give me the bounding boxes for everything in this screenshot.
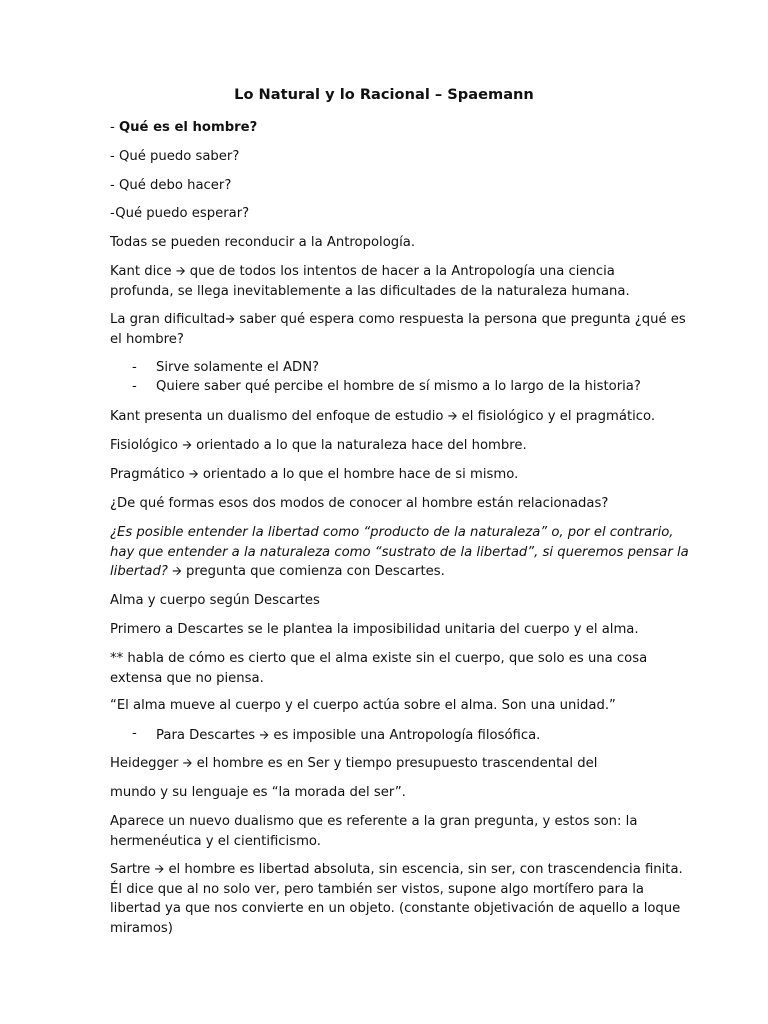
bullet-2-text: es imposible una Antropología filosófica. bbox=[269, 728, 541, 743]
sartre-line-2: Él dice que al no solo ver, pero también ser vistos, supone algo mortífero para la bbox=[110, 881, 644, 897]
arrow-right-icon: 🡪 bbox=[172, 564, 182, 578]
arrow-right-icon: 🡪 bbox=[447, 409, 458, 423]
question-1-prefix: - bbox=[110, 120, 119, 135]
bullet-item: Quiere saber qué percibe el hombre de sí mismo a lo largo de la historia? bbox=[156, 379, 641, 394]
kant-1-text: que de todos los intentos de hacer a la Antropología una ciencia bbox=[185, 264, 615, 279]
kant-2-text: el fisiológico y el pragmático. bbox=[457, 409, 656, 424]
arrow-right-icon: 🡪 bbox=[188, 467, 199, 481]
bullet-2-lead: Para Descartes bbox=[156, 728, 256, 743]
paragraph-aparece bbox=[110, 812, 666, 851]
sartre-line-3: libertad ya que nos convierte en un objeto. (constante objetivación de aquello a loque bbox=[110, 901, 681, 916]
question-3: - Qué debo hacer? bbox=[110, 178, 232, 193]
sartre-line-4: miramos) bbox=[110, 920, 173, 936]
document-title: Lo Natural y lo Racional – Spaemann bbox=[234, 86, 534, 103]
arrow-right-icon: 🡪 bbox=[175, 264, 186, 278]
aparece-line-1: Aparece un nuevo dualismo que es referente a la gran pregunta, y estos son: la bbox=[110, 814, 638, 829]
sartre-text: el hombre es libertad absoluta, sin escencia, sin ser, con trascendencia finita. bbox=[164, 862, 683, 877]
gran-text: saber qué espera como respuesta la persona que pregunta ¿qué es bbox=[235, 312, 686, 327]
habla-line-2: extensa que no piensa. bbox=[110, 670, 264, 686]
question-4: -Qué puedo esperar? bbox=[110, 206, 250, 221]
bullet-mark: - bbox=[132, 726, 137, 741]
bullet-mark: - bbox=[132, 360, 137, 375]
arrow-right-icon: 🡪 bbox=[154, 862, 165, 876]
prag-text: orientado a lo que el hombre hace de si mismo. bbox=[198, 467, 519, 482]
libertad-line-3-italic: libertad? bbox=[110, 564, 168, 579]
question-1 bbox=[110, 118, 666, 138]
paragraph-alma-descartes: Alma y cuerpo según Descartes bbox=[110, 593, 320, 608]
paragraph-mundo: mundo y su lenguaje es “la morada del ser”. bbox=[110, 785, 406, 800]
paragraph-gran-dificultad bbox=[110, 310, 686, 349]
sartre-lead: Sartre bbox=[110, 862, 151, 877]
paragraph-pragmatico bbox=[110, 465, 666, 485]
bullet-mark: - bbox=[132, 379, 137, 394]
paragraph-habla bbox=[110, 649, 666, 688]
paragraph-sartre bbox=[110, 860, 683, 938]
gran-line-2: el hombre? bbox=[110, 331, 184, 347]
arrow-right-icon: 🡪 bbox=[225, 312, 236, 326]
bullet-item bbox=[156, 726, 540, 747]
question-1-bold: Qué es el hombre? bbox=[118, 120, 258, 135]
question-2: - Qué puedo saber? bbox=[110, 149, 240, 164]
habla-line-1: ** habla de cómo es cierto que el alma existe sin el cuerpo, que solo es una cosa bbox=[110, 651, 648, 666]
arrow-right-icon: 🡪 bbox=[182, 438, 192, 452]
fisio-lead: Fisiológico bbox=[110, 438, 178, 453]
paragraph-heidegger bbox=[110, 754, 666, 774]
paragraph-fisiologico bbox=[110, 436, 666, 456]
paragraph-kant-1 bbox=[110, 262, 666, 301]
paragraph-todas: Todas se pueden reconducir a la Antropología. bbox=[110, 235, 416, 250]
paragraph-libertad bbox=[110, 523, 689, 582]
gran-lead: La gran dificultad bbox=[110, 312, 226, 327]
heidegger-lead: Heidegger bbox=[110, 756, 179, 771]
kant-2-lead: Kant presenta un dualismo del enfoque de estudio bbox=[110, 409, 444, 424]
arrow-right-icon: 🡪 bbox=[259, 728, 270, 742]
libertad-line-2: hay que entender a la naturaleza como “sustrato de la libertad”, si queremos pensar la bbox=[110, 544, 689, 560]
paragraph-formas: ¿De qué formas esos dos modos de conocer al hombre están relacionadas? bbox=[110, 496, 609, 511]
libertad-line-1: ¿Es posible entender la libertad como “producto de la naturaleza” o, por el contrario, bbox=[110, 525, 674, 540]
bullet-item: Sirve solamente el ADN? bbox=[156, 360, 320, 375]
paragraph-quote: “El alma mueve al cuerpo y el cuerpo actúa sobre el alma. Son una unidad.” bbox=[110, 698, 616, 713]
prag-lead: Pragmático bbox=[110, 467, 185, 482]
heidegger-text: el hombre es en Ser y tiempo presupuesto trascendental del bbox=[192, 756, 598, 771]
paragraph-primero: Primero a Descartes se le plantea la imposibilidad unitaria del cuerpo y el alma. bbox=[110, 622, 639, 637]
arrow-right-icon: 🡪 bbox=[182, 756, 193, 770]
libertad-line-3-text: pregunta que comienza con Descartes. bbox=[181, 564, 445, 579]
fisio-text: orientado a lo que la naturaleza hace del hombre. bbox=[191, 438, 527, 453]
kant-1-lead: Kant dice bbox=[110, 264, 172, 279]
kant-1-line-2: profunda, se llega inevitablemente a las dificultades de la naturaleza humana. bbox=[110, 283, 630, 299]
paragraph-kant-2 bbox=[110, 407, 666, 427]
aparece-line-2: hermenéutica y el cientificismo. bbox=[110, 833, 321, 849]
